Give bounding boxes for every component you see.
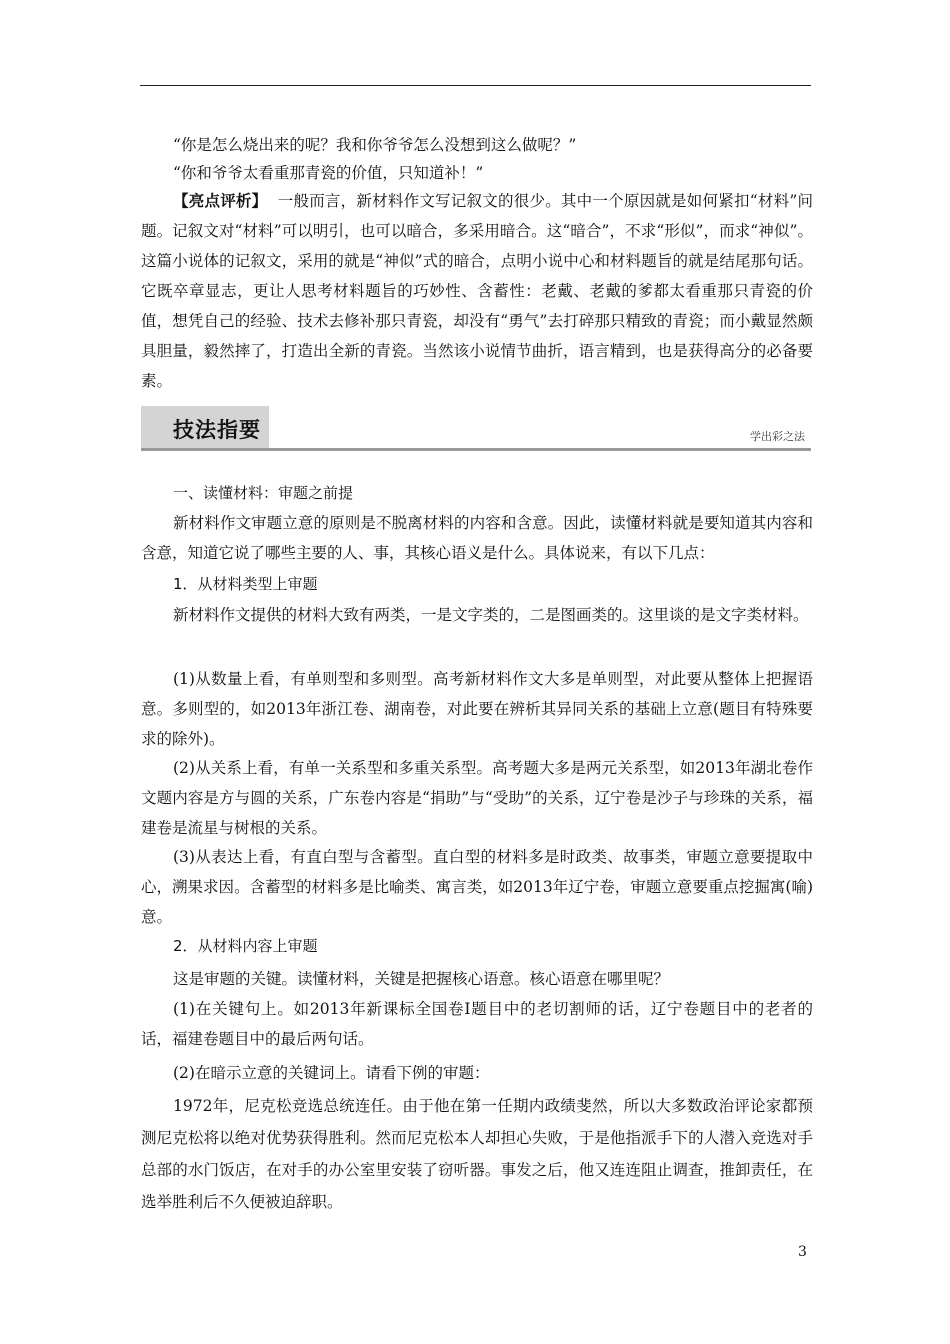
comment-paragraph: [141, 186, 813, 396]
paragraph-7: (1)在关键句上。如2013年新课标全国卷Ⅰ题目中的老切割师的话，辽宁卷题目中的老者的话，福建卷题目中的最后两句话。: [141, 1000, 813, 1048]
paragraph-6: 这是审题的关键。读懂材料，关键是把握核心语意。核心语意在哪里呢？: [173, 970, 670, 988]
section-bar: [141, 406, 811, 450]
story-quote-1: “你是怎么烧出来的呢？我和你爷爷怎么没想到这么做呢？”: [173, 136, 577, 154]
paragraph-8: (2)在暗示立意的关键词上。请看下例的审题：: [173, 1064, 490, 1082]
paragraph-4: (2)从关系上看，有单一关系型和多重关系型。高考题大多是两元关系型，如2013年湖北卷作文题内容是方与圆的关系，广东卷内容是“捐助”与“受助”的关系，辽宁卷是沙子与珍珠的关系，福建卷是流星与树根的关系。: [141, 759, 813, 837]
heading-2: 1．从材料类型上审题: [173, 575, 318, 593]
paragraph-2: 新材料作文提供的材料大致有两类，一是文字类的，二是图画类的。这里谈的是文字类材料。: [173, 606, 809, 624]
header-rule: [140, 85, 811, 86]
story-quote-2: “你和爷爷太看重那青瓷的价值，只知道补！”: [173, 164, 484, 182]
comment-tag: 【亮点评析】: [173, 192, 268, 210]
section-subtitle: 学出彩之法: [750, 430, 805, 443]
heading-1: 一、读懂材料：审题之前提: [173, 484, 354, 502]
page-number: 3: [798, 1244, 807, 1260]
paragraph-3: (1)从数量上看，有单则型和多则型。高考新材料作文大多是单则型，对此要从整体上把握语意。多则型的，如2013年浙江卷、湖南卷，对此要在辨析其异同关系的基础上立意(题目有特殊要求的除外)。: [141, 670, 813, 748]
paragraph-5: (3)从表达上看，有直白型与含蓄型。直白型的材料多是时政类、故事类，审题立意要提取中心，溯果求因。含蓄型的材料多是比喻类、寓言类，如2013年辽宁卷，审题立意要重点挖掘寓(喻)意。: [141, 848, 813, 926]
paragraph-1: 新材料作文审题立意的原则是不脱离材料的内容和含意。因此，读懂材料就是要知道其内容和含意，知道它说了哪些主要的人、事，其核心语义是什么。具体说来，有以下几点：: [141, 514, 813, 562]
heading-3: 2．从材料内容上审题: [173, 937, 318, 955]
paragraph-9: 1972年，尼克松竞选总统连任。由于他在第一任期内政绩斐然，所以大多数政治评论家都预测尼克松将以绝对优势获得胜利。然而尼克松本人却担心失败，于是他指派手下的人潜入竞选对手总部的水门饭店，在对手的办公室里安装了窃听器。事发之后，他又连连阻止调查，推卸责任，在选举胜利后不久便被迫辞职。: [141, 1097, 813, 1211]
comment-text: 一般而言，新材料作文写记叙文的很少。其中一个原因就是如何紧扣“材料”问题。记叙文对“材料”可以明引，也可以暗合，多采用暗合。这“暗合”，不求“形似”，而求“神似”。这篇小说体的记叙文，采用的就是“神似”式的暗合，点明小说中心和材料题旨的就是结尾那句话。它既卒章显志，更让人思考材料题旨的巧妙性、含蓄性：老戴、老戴的爹都太看重那只青瓷的价值，想凭自己的经验、技术去修补那只青瓷，却没有“勇气”去打碎那只精致的青瓷；而小戴显然颇具胆量，毅然摔了，打造出全新的青瓷。当然该小说情节曲折，语言精到，也是获得高分的必备要素。: [141, 192, 813, 390]
section-title: 技法指要: [173, 418, 261, 442]
section-rule: [141, 448, 811, 451]
